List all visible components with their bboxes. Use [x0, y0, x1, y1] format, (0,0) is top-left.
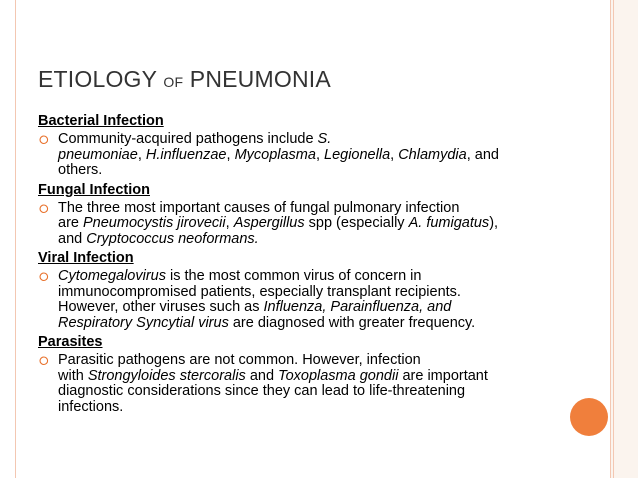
text-segment: Community-acquired pathogens include — [58, 131, 318, 147]
italic-text: S. — [317, 131, 332, 147]
text-line — [58, 269, 598, 285]
bullet-ring-icon: ⭘ — [39, 270, 49, 284]
text-line — [58, 285, 598, 301]
title-small-caps: OF — [163, 74, 184, 90]
italic-text: Legionella — [324, 146, 391, 163]
text-segment: with — [58, 367, 88, 384]
text-line — [58, 216, 598, 232]
italic-text: Influenza, Parainfluenza, and — [263, 299, 452, 315]
text-segment: infections. — [58, 398, 124, 415]
title-part: PNEUMONIA — [183, 66, 331, 92]
italic-text: Strongyloides stercoralis — [87, 367, 246, 384]
text-line — [58, 300, 598, 316]
text-line — [58, 201, 598, 217]
italic-text: H.influenzae — [145, 146, 227, 163]
bullet-item — [38, 132, 598, 179]
text-line — [58, 232, 598, 248]
italic-text: Aspergillus — [233, 215, 305, 231]
text-line — [58, 353, 598, 369]
text-segment: are — [58, 215, 83, 231]
italic-text: Toxoplasma gondii — [278, 367, 399, 384]
italic-text: Chlamydia — [398, 146, 467, 163]
italic-text: Cytomegalovirus — [58, 268, 166, 284]
italic-text: pneumoniae — [58, 146, 138, 163]
text-segment: others. — [58, 162, 103, 178]
right-border-panel — [610, 0, 638, 478]
bullet-item — [38, 201, 598, 248]
section-heading: Fungal Infection — [38, 181, 150, 198]
italic-text: Respiratory Syncytial virus — [58, 314, 229, 331]
text-segment: , — [315, 146, 325, 163]
italic-text: Pneumocystis jirovecii — [83, 215, 226, 231]
bullet-ring-icon: ⭘ — [39, 133, 49, 147]
text-line — [58, 163, 598, 179]
text-segment: diagnostic considerations since they can lead to life-threatening — [58, 383, 466, 399]
text-segment: , and — [466, 146, 499, 163]
text-segment: ), — [489, 215, 499, 231]
bullet-item — [38, 353, 598, 415]
italic-text: A. fumigatus — [408, 215, 490, 231]
text-segment: and — [58, 230, 87, 247]
italic-text: Mycoplasma — [234, 146, 316, 163]
text-segment: immunocompromised patients, especially transplant recipients. — [58, 283, 461, 300]
text-line — [58, 148, 598, 164]
section-heading: Parasites — [38, 334, 103, 350]
text-line — [58, 384, 598, 400]
text-segment: , — [226, 146, 235, 163]
text-segment: , — [225, 215, 234, 231]
text-segment: , — [390, 146, 399, 163]
section-heading: Bacterial Infection — [38, 113, 164, 129]
text-segment: and — [245, 367, 279, 384]
text-line — [58, 316, 598, 332]
slide-title — [38, 66, 331, 93]
bullet-item — [38, 269, 598, 331]
italic-text: Cryptococcus neoformans. — [86, 230, 259, 247]
text-segment: , — [137, 146, 146, 163]
section-heading: Viral Infection — [38, 250, 134, 266]
bullet-ring-icon: ⭘ — [39, 354, 49, 368]
right-border-line-inner — [613, 0, 614, 478]
text-segment: is the most common virus of concern in — [166, 268, 422, 284]
text-line — [58, 132, 598, 148]
slide-content — [38, 112, 598, 417]
text-line — [58, 400, 598, 416]
title-part: ETIOLOGY — [38, 66, 164, 92]
text-segment: Parasitic pathogens are not common. However, infection — [58, 352, 421, 368]
text-segment: The three most important causes of fungal pulmonary infection — [58, 199, 460, 216]
text-line — [58, 369, 598, 385]
text-segment: spp (especially — [304, 215, 409, 231]
text-segment: are diagnosed with greater frequency. — [228, 314, 476, 331]
right-border-line — [610, 0, 611, 478]
left-border-line — [15, 0, 16, 478]
text-segment: However, other viruses such as — [58, 299, 264, 315]
text-segment: are important — [398, 367, 488, 384]
bullet-ring-icon: ⭘ — [39, 201, 49, 216]
